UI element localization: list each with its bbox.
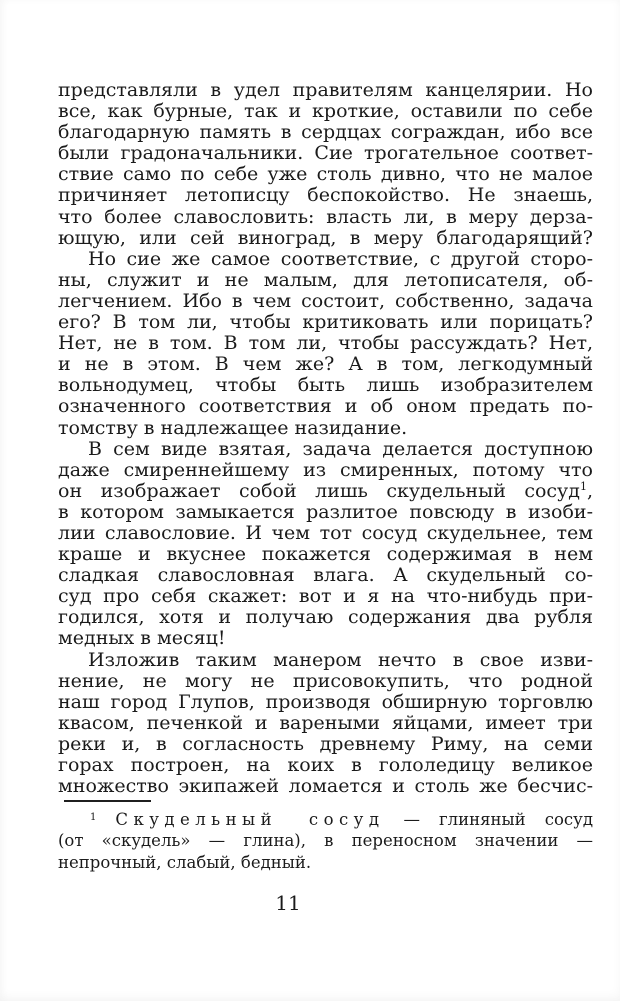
paragraph (58, 439, 593, 650)
text-line: вольнодумец, чтобы быть лишь изобразителем (58, 374, 593, 397)
text-line: наш город Глупов, производя обширную торговлю (58, 690, 593, 713)
text-line: ющую, или сей виноград, в меру благодарящий? (58, 226, 593, 249)
text-segment: он изображает собой лишь скудельный сосуд (58, 479, 580, 502)
paragraph (58, 249, 593, 439)
body-paragraphs (58, 80, 593, 797)
text-line: и не в этом. В чем же? А в том, легкодумный (58, 353, 593, 376)
text-line: даже смиреннейшему из смиренных, потому что (58, 458, 593, 481)
text-line: краше и вкуснее покажется содержимая в нем (58, 543, 593, 566)
text-line: суд про себя скажет: вот и я на что-нибудь при- (58, 585, 593, 608)
text-segment: Скудельный сосуд (115, 810, 385, 830)
text-line: нение, не могу не присовокупить, что родной (58, 669, 593, 692)
text-line: представляли в удел правителям канцелярии. Но (58, 79, 593, 101)
footnote-reference: 1 (579, 479, 587, 493)
text-line: что более славословить: власть ли, в меру дерза- (58, 205, 593, 228)
paragraph (58, 650, 593, 798)
footnote (58, 809, 593, 873)
page-number: 11 (275, 891, 301, 915)
text-segment: , (586, 479, 593, 502)
text-line: квасом, печенкой и вареными яйцами, имеет три (58, 711, 593, 734)
text-line: Но сие же самое соответствие, с другой сторо- (88, 247, 593, 270)
text-line: сладкая славословная влага. А скудельный со- (58, 564, 593, 587)
text-line: медных в месяц! (58, 627, 226, 650)
text-line: его? В том ли, чтобы критиковать или порицать? (58, 311, 593, 334)
page-text (58, 80, 593, 873)
text-line: ствие само по себе уже столь дивно, что не малое (58, 163, 593, 186)
text-line: означенного соответствия и об оном предать по- (58, 395, 593, 418)
text-line (58, 809, 593, 830)
text-line: томству в надлежащее назидание. (58, 416, 408, 439)
text-line: были градоначальники. Сие трогательное соответ- (58, 142, 593, 165)
text-line: легчением. Ибо в чем состоит, собственно, задача (58, 289, 593, 312)
footnote-rule (64, 800, 151, 802)
text-line: причиняет летописцу беспокойство. Не знаешь, (58, 184, 593, 207)
text-line: лии славословие. И чем тот сосуд скудельнее, тем (58, 521, 593, 544)
text-line: Изложив таким манером нечто в свое изви- (88, 648, 593, 671)
text-line: все, как бурные, так и кроткие, оставили по себе (58, 100, 593, 123)
text-line: реки и, в согласность древнему Риму, на семи (58, 732, 593, 755)
text-line: горах построен, на коих в гололедицу великое (58, 754, 593, 776)
text-line: (от «скудель» — глина), в переносном значении — (58, 831, 593, 851)
text-line: годился, хотя и получаю содержания два рубля (58, 606, 593, 629)
text-line: непрочный, слабый, бедный. (58, 852, 312, 872)
text-segment: — глиняный сосуд (384, 810, 593, 830)
text-segment (96, 810, 115, 829)
paragraph (58, 80, 593, 249)
text-line: в котором замыкается разлитое повсюду в изоби- (58, 500, 593, 523)
text-line (58, 481, 593, 502)
text-line: ны, служит и не малым, для летописателя, об- (58, 268, 593, 291)
footnote-reference: 1 (90, 812, 97, 824)
text-line: множество экипажей ломается и столь же бесчис- (58, 775, 593, 798)
text-line: В сем виде взятая, задача делается доступною (88, 437, 593, 460)
text-line: благодарную память в сердцах сограждан, ибо все (58, 121, 593, 144)
text-line: Нет, не в том. В том ли, чтобы рассуждать? Нет, (58, 332, 593, 355)
